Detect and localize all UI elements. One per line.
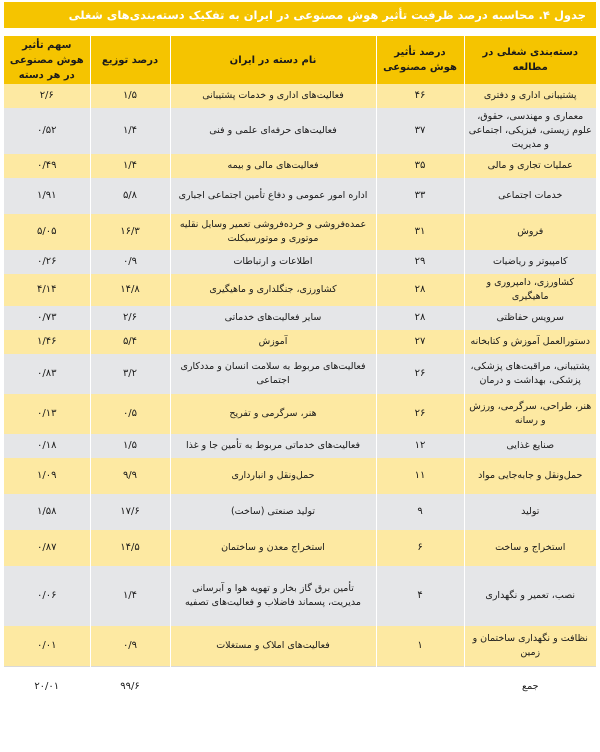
cell-distribution: ۹/۹ bbox=[90, 458, 170, 494]
total-row bbox=[4, 666, 596, 707]
cell-share: ۱/۴۶ bbox=[4, 330, 90, 354]
total-iran-category bbox=[170, 666, 376, 707]
cell-impact: ۲۸ bbox=[376, 274, 464, 306]
cell-impact: ۱ bbox=[376, 626, 464, 666]
cell-iran-category: فعالیت‌های مربوط به سلامت انسان و مددکاری اجتماعی bbox=[170, 354, 376, 394]
table-row bbox=[4, 458, 596, 494]
cell-iran-category: اداره امور عمومی و دفاع تأمین اجتماعی اجباری bbox=[170, 178, 376, 214]
table-row bbox=[4, 530, 596, 566]
cell-impact: ۶ bbox=[376, 530, 464, 566]
cell-impact: ۲۹ bbox=[376, 250, 464, 274]
total-share: ۲۰/۰۱ bbox=[4, 666, 90, 707]
cell-category: حمل‌ونقل و جابه‌جایی مواد bbox=[464, 458, 596, 494]
cell-iran-category: حمل‌ونقل و انبارداری bbox=[170, 458, 376, 494]
cell-iran-category: اطلاعات و ارتباطات bbox=[170, 250, 376, 274]
cell-distribution: ۳/۲ bbox=[90, 354, 170, 394]
cell-distribution: ۵/۴ bbox=[90, 330, 170, 354]
cell-distribution: ۱۶/۳ bbox=[90, 214, 170, 250]
table-row bbox=[4, 274, 596, 306]
cell-impact: ۳۳ bbox=[376, 178, 464, 214]
header-share: سهم تأثیر هوش مصنوعی در هر دسته bbox=[4, 36, 90, 84]
cell-share: ۰/۱۳ bbox=[4, 394, 90, 434]
cell-iran-category: فعالیت‌های حرفه‌ای علمی و فنی bbox=[170, 108, 376, 154]
cell-category: معماری و مهندسی، حقوق، علوم زیستی، فیزیکی، اجتماعی و مدیریت bbox=[464, 108, 596, 154]
header-impact: درصد تأثیر هوش مصنوعی bbox=[376, 36, 464, 84]
cell-share: ۱/۹۱ bbox=[4, 178, 90, 214]
total-distribution: ۹۹/۶ bbox=[90, 666, 170, 707]
cell-impact: ۲۷ bbox=[376, 330, 464, 354]
cell-iran-category: استخراج معدن و ساختمان bbox=[170, 530, 376, 566]
table-row bbox=[4, 250, 596, 274]
cell-iran-category: فعالیت‌های اداری و خدمات پشتیبانی bbox=[170, 84, 376, 108]
cell-category: صنایع غذایی bbox=[464, 434, 596, 458]
cell-category: استخراج و ساخت bbox=[464, 530, 596, 566]
cell-category: هنر، طراحی، سرگرمی، ورزش و رسانه bbox=[464, 394, 596, 434]
table-row bbox=[4, 214, 596, 250]
cell-iran-category: هنر، سرگرمی و تفریح bbox=[170, 394, 376, 434]
cell-distribution: ۲/۶ bbox=[90, 306, 170, 330]
cell-distribution: ۱/۵ bbox=[90, 84, 170, 108]
total-impact bbox=[376, 666, 464, 707]
cell-category: نظافت و نگهداری ساختمان و زمین bbox=[464, 626, 596, 666]
cell-category: پشتیبانی اداری و دفتری bbox=[464, 84, 596, 108]
cell-distribution: ۱/۴ bbox=[90, 154, 170, 178]
cell-share: ۲/۶ bbox=[4, 84, 90, 108]
cell-iran-category: عمده‌فروشی و خرده‌فروشی تعمیر وسایل نقلیه موتوری و موتورسیکلت bbox=[170, 214, 376, 250]
cell-category: پشتیبانی، مراقبت‌های پزشکی، پزشکی، بهداشت و درمان bbox=[464, 354, 596, 394]
cell-share: ۰/۲۶ bbox=[4, 250, 90, 274]
table-row bbox=[4, 566, 596, 626]
table-row bbox=[4, 108, 596, 154]
header-distribution: درصد توزیع bbox=[90, 36, 170, 84]
cell-distribution: ۱۴/۵ bbox=[90, 530, 170, 566]
table-row bbox=[4, 394, 596, 434]
cell-iran-category: تولید صنعتی (ساخت) bbox=[170, 494, 376, 530]
header-iran-category: نام دسته در ایران bbox=[170, 36, 376, 84]
cell-category: نصب، تعمیر و نگهداری bbox=[464, 566, 596, 626]
cell-share: ۰/۵۲ bbox=[4, 108, 90, 154]
cell-share: ۰/۷۳ bbox=[4, 306, 90, 330]
cell-category: عملیات تجاری و مالی bbox=[464, 154, 596, 178]
cell-distribution: ۱۴/۸ bbox=[90, 274, 170, 306]
cell-share: ۰/۰۱ bbox=[4, 626, 90, 666]
cell-distribution: ۱/۵ bbox=[90, 434, 170, 458]
cell-impact: ۹ bbox=[376, 494, 464, 530]
cell-iran-category: آموزش bbox=[170, 330, 376, 354]
cell-share: ۱/۰۹ bbox=[4, 458, 90, 494]
cell-share: ۰/۸۷ bbox=[4, 530, 90, 566]
cell-impact: ۳۵ bbox=[376, 154, 464, 178]
cell-distribution: ۱/۴ bbox=[90, 566, 170, 626]
table-row bbox=[4, 494, 596, 530]
cell-iran-category: کشاورزی، جنگلداری و ماهیگیری bbox=[170, 274, 376, 306]
cell-impact: ۳۱ bbox=[376, 214, 464, 250]
cell-category: کشاورزی، دامپروری و ماهیگیری bbox=[464, 274, 596, 306]
cell-share: ۰/۰۶ bbox=[4, 566, 90, 626]
header-row bbox=[4, 36, 596, 84]
cell-iran-category: فعالیت‌های مالی و بیمه bbox=[170, 154, 376, 178]
cell-category: کامپیوتر و ریاضیات bbox=[464, 250, 596, 274]
cell-iran-category: فعالیت‌های املاک و مستغلات bbox=[170, 626, 376, 666]
cell-share: ۴/۱۴ bbox=[4, 274, 90, 306]
table-row bbox=[4, 154, 596, 178]
table-row bbox=[4, 178, 596, 214]
cell-impact: ۳۷ bbox=[376, 108, 464, 154]
cell-distribution: ۱/۴ bbox=[90, 108, 170, 154]
cell-distribution: ۰/۹ bbox=[90, 250, 170, 274]
table-row bbox=[4, 84, 596, 108]
cell-category: دستورالعمل آموزش و کتابخانه bbox=[464, 330, 596, 354]
cell-impact: ۲۶ bbox=[376, 394, 464, 434]
table-row bbox=[4, 330, 596, 354]
cell-category: فروش bbox=[464, 214, 596, 250]
cell-share: ۵/۰۵ bbox=[4, 214, 90, 250]
cell-share: ۰/۱۸ bbox=[4, 434, 90, 458]
cell-share: ۰/۴۹ bbox=[4, 154, 90, 178]
cell-distribution: ۵/۸ bbox=[90, 178, 170, 214]
cell-iran-category: تأمین برق گاز بخار و تهویه هوا و آبرسانی مدیریت، پسماند فاضلاب و فعالیت‌های تصفیه bbox=[170, 566, 376, 626]
cell-distribution: ۰/۹ bbox=[90, 626, 170, 666]
cell-impact: ۴ bbox=[376, 566, 464, 626]
cell-impact: ۲۶ bbox=[376, 354, 464, 394]
cell-impact: ۴۶ bbox=[376, 84, 464, 108]
cell-category: تولید bbox=[464, 494, 596, 530]
cell-distribution: ۱۷/۶ bbox=[90, 494, 170, 530]
cell-impact: ۱۱ bbox=[376, 458, 464, 494]
table-row bbox=[4, 354, 596, 394]
cell-share: ۱/۵۸ bbox=[4, 494, 90, 530]
table-row bbox=[4, 434, 596, 458]
table-row bbox=[4, 306, 596, 330]
cell-iran-category: سایر فعالیت‌های خدماتی bbox=[170, 306, 376, 330]
header-category: دسته‌بندی شغلی در مطالعه bbox=[464, 36, 596, 84]
cell-impact: ۲۸ bbox=[376, 306, 464, 330]
cell-category: خدمات اجتماعی bbox=[464, 178, 596, 214]
table-figure bbox=[4, 2, 596, 750]
table-row bbox=[4, 626, 596, 666]
cell-impact: ۱۲ bbox=[376, 434, 464, 458]
total-label: جمع bbox=[464, 666, 596, 707]
data-table bbox=[4, 36, 596, 707]
cell-share: ۰/۸۳ bbox=[4, 354, 90, 394]
cell-distribution: ۰/۵ bbox=[90, 394, 170, 434]
table-body bbox=[4, 84, 596, 666]
table-title: جدول ۴. محاسبه درصد ظرفیت تأثیر هوش مصنوعی در ایران به تفکیک دسته‌بندی‌های شغلی bbox=[4, 2, 596, 28]
cell-iran-category: فعالیت‌های خدماتی مربوط به تأمین جا و غذا bbox=[170, 434, 376, 458]
cell-category: سرویس حفاظتی bbox=[464, 306, 596, 330]
